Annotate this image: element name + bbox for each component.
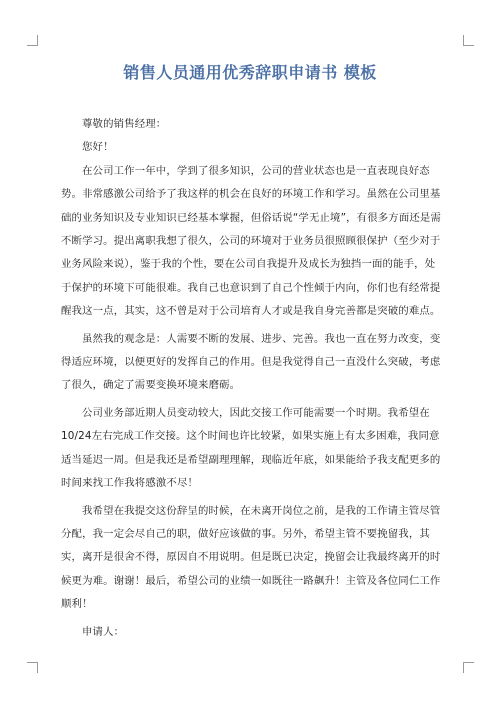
crop-mark-top-right — [463, 35, 474, 46]
paragraph-2: 虽然我的观念是：人需要不断的发展、进步、完善。我也一直在努力改变，变得适应环境，以便更好的发挥自己的作用。但是我觉得自己一直没什么突破，考虑了很久，确定了需要变换环境来磨砺。 — [61, 332, 441, 392]
crop-mark-bottom-left — [27, 662, 38, 673]
paragraph-4: 我希望在我提交这份辞呈的时候，在未离开岗位之前，是我的工作请主管尽管分配，我一定会尽自己的职，做好应该做的事。另外，希望主管不要挽留我，其实，离开是很舍不得，原因自不用说明。但是既已决定，挽留会让我最终离开的时候更为难。谢谢！最后，希望公司的业绩一如既往一路飙升！主管及各位同仁工作顺利！ — [61, 504, 441, 611]
paragraph-3: 公司业务部近期人员变动较大，因此交接工作可能需要一个时期。我希望在10/24左右完成工作交接。这个时间也许比较紧，如果实施上有太多困难，我同意适当延迟一周。但是我还是希望副理理解，现临近年底，如果能给予我支配更多的时间来找工作我将感激不尽！ — [61, 406, 441, 490]
document-body — [61, 113, 443, 644]
crop-mark-bottom-right — [463, 662, 474, 673]
crop-mark-top-left — [27, 35, 38, 46]
greeting: 您好！ — [82, 141, 114, 154]
document-title: 销售人员通用优秀辞职申请书 模板 — [123, 63, 377, 82]
salutation: 尊敬的销售经理： — [82, 118, 167, 130]
paragraph-1: 在公司工作一年中，学到了很多知识，公司的营业状态也是一直表现良好态势。非常感激公司给予了我这样的机会在良好的环境工作和学习。虽然在公司里基础的业务知识及专业知识已经基本掌握，但俗话说“学无止境”，有很多方面还是需不断学习。提出离职我想了很久，公司的环境对于业务员很照顾很保护（至少对于业务风险来说），鉴于我的个性，要在公司自我提升及成长为独挡一面的能手，处于保护的环境下可能很难。我自己也意识到了自己个性倾于内向，你们也有经常提醒我这一点，其实，这不曾是对于公司培育人才或是我自身完善都是突破的难点。 — [61, 164, 441, 318]
signature: 申请人： — [82, 625, 125, 638]
